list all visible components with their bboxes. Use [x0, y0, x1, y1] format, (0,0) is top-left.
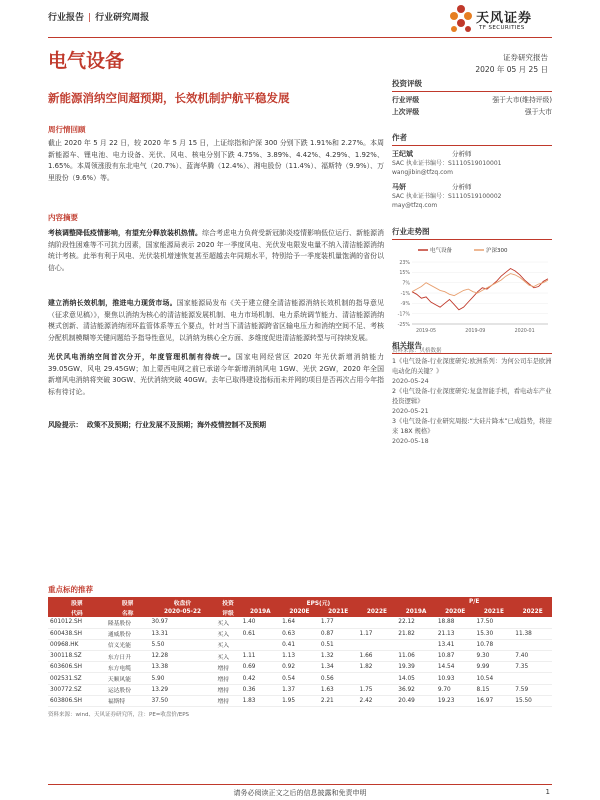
- table-cell: 1.83: [241, 695, 281, 706]
- related-reports-box: [392, 340, 552, 447]
- table-cell: 13.29: [150, 684, 216, 695]
- related-report-date: 2020-05-18: [392, 438, 429, 445]
- trend-source: 资料来源：贝格数据: [392, 348, 442, 354]
- logo-english-name: TF SECURITIES: [479, 25, 525, 31]
- rating-title: 投资评级: [392, 78, 552, 92]
- table-cell: 15.50: [513, 695, 552, 706]
- authors-title: 作者: [392, 132, 552, 146]
- table-cell: 21.82: [396, 628, 436, 639]
- stock-name-cell: 运达股份: [106, 684, 150, 695]
- table-cell: 1.32: [319, 651, 358, 662]
- legend-label: 沪深300: [486, 248, 508, 254]
- table-cell: 1.37: [280, 684, 319, 695]
- table-cell: 2.42: [358, 695, 397, 706]
- table-cell: 1.63: [319, 684, 358, 695]
- table-cell: 37.50: [150, 695, 216, 706]
- table-cell: 0.42: [241, 673, 281, 684]
- table-cell: 买入: [216, 617, 241, 628]
- table-cell: 16.97: [475, 695, 514, 706]
- table-cell: 7.59: [513, 684, 552, 695]
- table-cell: 买入: [216, 628, 241, 639]
- table-cell: 1.66: [358, 651, 397, 662]
- table-cell: 增持: [216, 662, 241, 673]
- table-cell: 1.64: [280, 617, 319, 628]
- table-cell: 0.54: [280, 673, 319, 684]
- table-cell: 增持: [216, 684, 241, 695]
- table-cell: 19.23: [436, 695, 475, 706]
- rating-row: 行业评级 强于大市(维持评级): [392, 96, 552, 104]
- p1-lead: 考核调整降低疫情影响，有望充分释放装机热情。: [48, 229, 203, 237]
- table-cell: 2.21: [319, 695, 358, 706]
- p2-text: 国家能源局发布《关于建立健全清洁能源消纳长效机制的指导意见（征求意见稿）》，聚焦以消纳为核心的清洁能源发展机制、电力市场机制、电力系统调节能力、清洁能源消纳模式创新、清洁能源消纳闭环监管体系等五个要点，针对当下清洁能源跨省区输电压力和消纳空间不足、考核分配机制模糊等关键问题给予指导性意见，以消纳为核心全方面、多维度促进清洁能源转型与可持续发展。: [48, 299, 384, 342]
- logo-emblem-icon: [448, 4, 474, 34]
- stock-recommendation-table: [48, 597, 552, 707]
- related-report-link[interactable]: 1《电气设备-行业深度研究:欧洲系列：为何公司车是欧洲电动化的关键？》: [392, 358, 552, 375]
- table-cell: 0.87: [319, 628, 358, 639]
- table-header-row-1: 股票 股票 收盘价 投资 EPS(元) P/E: [48, 597, 552, 607]
- risk-warning: [48, 420, 384, 432]
- report-date: 2020 年 05 月 25 日: [475, 65, 548, 74]
- stock-name-cell: 东方日升: [106, 651, 150, 662]
- table-cell: 11.06: [396, 651, 436, 662]
- table-cell: 18.88: [436, 617, 475, 628]
- table-cell: [358, 639, 397, 650]
- table-row: [48, 639, 552, 650]
- table-cell: 0.69: [241, 662, 281, 673]
- table-cell: 36.92: [396, 684, 436, 695]
- weekly-review-text: 截止 2020 年 5 月 22 日，较 2020 年 5 月 15 日，上证综指和沪深 300 分别下跌 1.91%和 2.27%。本周新能源车、锂电池、电力设备、光伏、风电、核电分别下跌 4.75%、3.89%、4.42%、4.29%、1.92%、1.65%。本周领涨股有东北电气（20.7%）、蓝海华腾（12.4%）、湘电股份（11.4%）、福斯特（9.9%）、万里股份（9.6%）等。: [48, 139, 384, 182]
- table-source-note: 资料来源：wind、天风证券研究所，注：PE=收盘价/EPS: [48, 712, 190, 718]
- table-cell: 0.51: [319, 639, 358, 650]
- table-cell: 0.56: [319, 673, 358, 684]
- table-cell: 9.99: [475, 662, 514, 673]
- report-header: [48, 10, 149, 23]
- table-cell: 11.38: [513, 628, 552, 639]
- page-number: 1: [545, 788, 550, 796]
- summary-paragraph-1: [48, 228, 384, 274]
- table-cell: 17.50: [475, 617, 514, 628]
- table-cell: 1.11: [241, 651, 281, 662]
- p2-lead: 建立消纳长效机制，推进电力现货市场。: [48, 299, 177, 307]
- header-label-report: 行业报告: [48, 13, 85, 23]
- stock-name-cell: 东方电缆: [106, 662, 150, 673]
- header-label-weekly: 行业研究周报: [95, 13, 150, 23]
- x-tick-label: 2020-01: [514, 329, 535, 334]
- stock-code-cell: 300118.SZ: [48, 651, 106, 662]
- table-cell: [358, 673, 397, 684]
- stock-name-cell: 通威股份: [106, 628, 150, 639]
- trend-chart: [392, 244, 552, 344]
- table-cell: 5.90: [150, 673, 216, 684]
- table-cell: [241, 639, 281, 650]
- risk-text: 政策不及预期；行业发展不及预期；海外疫情控制不及预期: [86, 421, 266, 429]
- legend-label: 电气设备: [430, 248, 453, 254]
- table-cell: 9.30: [475, 651, 514, 662]
- table-cell: [358, 617, 397, 628]
- table-cell: 1.17: [358, 628, 397, 639]
- rating-row: 上次评级 强于大市: [392, 108, 552, 116]
- table-cell: 1.82: [358, 662, 397, 673]
- table-cell: 10.54: [475, 673, 514, 684]
- table-cell: 10.87: [436, 651, 475, 662]
- table-cell: 13.38: [150, 662, 216, 673]
- table-row: [48, 673, 552, 684]
- summary-paragraph-2: [48, 298, 384, 344]
- trend-title: 行业走势图: [392, 226, 552, 240]
- table-cell: 增持: [216, 673, 241, 684]
- table-cell: 19.39: [396, 662, 436, 673]
- stock-code-cell: 601012.SH: [48, 617, 106, 628]
- table-cell: 30.97: [150, 617, 216, 628]
- table-cell: 1.75: [358, 684, 397, 695]
- related-report-link[interactable]: 3《电气设备-行业研究周报:“大硅片降本”已成趋势，将迎来 18X 规格》: [392, 418, 552, 435]
- table-row: [48, 628, 552, 639]
- stock-name-cell: 天顺风能: [106, 673, 150, 684]
- table-cell: 1.95: [280, 695, 319, 706]
- p3-lead: 光伏风电消纳空间首次分开，年度管理机制有待统一。: [48, 353, 236, 361]
- table-row: [48, 684, 552, 695]
- x-tick-label: 2019-05: [416, 329, 437, 334]
- footer-disclaimer: 请务必阅读正文之后的信息披露和免责申明: [233, 789, 367, 797]
- table-cell: 买入: [216, 639, 241, 650]
- table-cell: 22.12: [396, 617, 436, 628]
- p3-text: 国家电网经营区 2020 年光伏新增消纳能力 39.05GW、风电 29.45GW；加上蒙西电网之前已承诺今年新增消纳风电 1GW、光伏 2GW，2020 年全国新增风电消纳将突破 30GW、光伏消纳突破 40GW。去年已取得建设指标而未并网的项目是否再次占用今年指标有待讨论。: [48, 353, 385, 396]
- table-cell: [513, 639, 552, 650]
- table-cell: 1.13: [280, 651, 319, 662]
- author-entry: 王纪斌 分析师 SAC 执业证书编号：S1110519010001 wangjibin@tfzq.com: [392, 150, 502, 176]
- table-cell: 0.63: [280, 628, 319, 639]
- table-cell: 12.28: [150, 651, 216, 662]
- trend-box: [392, 226, 552, 354]
- x-tick-label: 2019-09: [465, 329, 486, 334]
- y-tick-label: -17%: [397, 312, 410, 318]
- sector-title: 电气设备: [48, 50, 125, 72]
- stock-name-cell: 福斯特: [106, 695, 150, 706]
- summary-title-block: [48, 212, 384, 223]
- related-report-link[interactable]: 2《电气设备-行业深度研究:复盘智能手机，看电动车产业投资逻辑》: [392, 388, 552, 405]
- summary-title: 内容摘要: [48, 213, 78, 222]
- author-entry: 马妍 分析师 SAC 执业证书编号：S1110519100002 may@tfzq.com: [392, 183, 502, 209]
- related-title: 相关报告: [392, 340, 552, 354]
- table-cell: 5.50: [150, 639, 216, 650]
- table-cell: 14.54: [436, 662, 475, 673]
- table-row: [48, 662, 552, 673]
- stock-code-cell: 00968.HK: [48, 639, 106, 650]
- table-cell: 7.35: [513, 662, 552, 673]
- table-header-row-2: 代码 名称 2020-05-22 评级 2019A 2020E 2021E 2022E 2019A 2020E 2021E 2022E: [48, 607, 552, 617]
- report-headline: 新能源消纳空间超预期，长效机制护航平稳发展: [48, 91, 290, 105]
- table-cell: 0.36: [241, 684, 281, 695]
- company-logo: [448, 4, 560, 36]
- stock-name-cell: 信义光能: [106, 639, 150, 650]
- table-cell: 10.93: [436, 673, 475, 684]
- summary-paragraph-3: [48, 352, 384, 398]
- y-tick-label: -25%: [397, 322, 410, 328]
- rating-box: [392, 78, 552, 118]
- y-tick-label: 15%: [399, 271, 410, 277]
- table-cell: 买入: [216, 651, 241, 662]
- table-cell: 增持: [216, 695, 241, 706]
- y-tick-label: -1%: [400, 291, 410, 297]
- table-cell: 13.31: [150, 628, 216, 639]
- table-cell: 0.92: [280, 662, 319, 673]
- table-cell: 21.13: [436, 628, 475, 639]
- table-cell: 1.77: [319, 617, 358, 628]
- table-cell: 8.15: [475, 684, 514, 695]
- series-line-0: [412, 269, 548, 310]
- table-cell: [513, 617, 552, 628]
- y-tick-label: 7%: [402, 281, 410, 287]
- table-cell: 15.30: [475, 628, 514, 639]
- table-cell: 13.41: [436, 639, 475, 650]
- table-cell: [513, 673, 552, 684]
- weekly-review-section: [48, 124, 384, 184]
- stock-name-cell: 隆基股份: [106, 617, 150, 628]
- table-row: [48, 617, 552, 628]
- table-cell: 20.49: [396, 695, 436, 706]
- logo-name: 天风证券: [476, 11, 533, 26]
- y-tick-label: 23%: [399, 260, 410, 266]
- stock-code-cell: 603806.SH: [48, 695, 106, 706]
- table-cell: [396, 639, 436, 650]
- table-cell: 14.05: [396, 673, 436, 684]
- authors-box: [392, 132, 552, 210]
- table-cell: 0.61: [241, 628, 281, 639]
- table-cell: 10.78: [475, 639, 514, 650]
- header-divider: [48, 37, 552, 38]
- stock-code-cell: 603606.SH: [48, 662, 106, 673]
- y-tick-label: -9%: [400, 302, 410, 308]
- stock-table-title: 重点标的推荐: [48, 585, 93, 594]
- weekly-review-title: 周行情回顾: [48, 125, 86, 134]
- stock-code-cell: 300772.SZ: [48, 684, 106, 695]
- risk-label: 风险提示：: [48, 421, 83, 429]
- p1-text: 综合考虑电力负荷受新冠肺炎疫情影响低位运行、新能源消纳阶段性困难等不可抗力因素，国家能源局表示 2020 年一季度风电、光伏发电限发电量不纳入清洁能源消纳统计考核。此举有利于风电、光伏装机增速恢复甚至超越去年同期水平，特别给予一季度装机量饱满的省份以信心。: [48, 229, 385, 272]
- report-type: 证券研究报告: [503, 53, 548, 62]
- table-cell: 1.34: [319, 662, 358, 673]
- related-report-date: 2020-05-21: [392, 408, 429, 415]
- table-row: [48, 651, 552, 662]
- table-cell: 9.70: [436, 684, 475, 695]
- table-cell: 1.40: [241, 617, 281, 628]
- table-cell: 0.41: [280, 639, 319, 650]
- table-row: [48, 695, 552, 706]
- related-report-date: 2020-05-24: [392, 378, 429, 385]
- footer-divider: [48, 784, 552, 785]
- stock-code-cell: 002531.SZ: [48, 673, 106, 684]
- stock-code-cell: 600438.SH: [48, 628, 106, 639]
- table-cell: 7.40: [513, 651, 552, 662]
- series-line-1: [412, 274, 548, 296]
- header-separator: |: [88, 13, 92, 23]
